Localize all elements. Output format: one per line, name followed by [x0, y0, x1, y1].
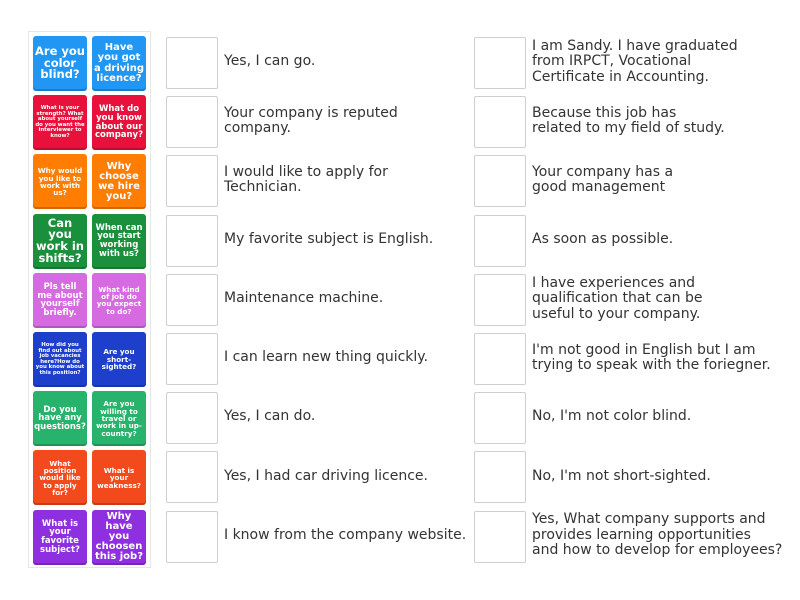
question-tile[interactable]: Have you got a driving licence? — [92, 36, 146, 91]
left-drop-slot[interactable] — [166, 96, 218, 148]
right-drop-slot[interactable] — [474, 451, 526, 503]
question-tile[interactable]: When can you start working with us? — [92, 214, 146, 269]
right-drop-slot[interactable] — [474, 392, 526, 444]
left-answer-text: I know from the company website. — [224, 526, 467, 543]
question-tile[interactable]: Do you have any questions? — [33, 391, 87, 446]
question-tile[interactable]: What kind of job do you expect to do? — [92, 273, 146, 328]
left-drop-slot[interactable] — [166, 155, 218, 207]
question-tile[interactable]: Why would you like to work with us? — [33, 154, 87, 209]
left-drop-slot[interactable] — [166, 215, 218, 267]
left-drop-slot[interactable] — [166, 274, 218, 326]
question-tile[interactable]: What is your favorite subject? — [33, 510, 87, 565]
left-answer-text: Yes, I can do. — [224, 408, 316, 425]
question-tile[interactable]: What is your strength? What about yourself do you want the interviewer to know? — [33, 95, 87, 150]
right-answer-text: Because this job has related to my field of study. — [532, 104, 725, 137]
right-drop-slot[interactable] — [474, 96, 526, 148]
question-tile[interactable]: Why choose we hire you? — [92, 154, 146, 209]
right-answer-text: I'm not good in English but I am trying to speak with the foriegner. — [532, 341, 771, 373]
right-answer-text: Yes, What company supports and provides learning opportunities and how to develop for employees? — [532, 511, 783, 559]
right-answer-text: Your company has a good management — [532, 163, 674, 196]
question-tile[interactable]: How did you find out about job vacancies here?How do you know about this position? — [33, 332, 87, 387]
left-answer-text: Yes, I can go. — [224, 53, 316, 70]
left-drop-slot[interactable] — [166, 392, 218, 444]
question-tile[interactable]: Are you willing to travel or work in up-country? — [92, 391, 146, 446]
right-drop-slot[interactable] — [474, 274, 526, 326]
question-tile[interactable]: Can you work in shifts? — [33, 214, 87, 269]
question-tile[interactable]: Are you color blind? — [33, 36, 87, 91]
left-drop-slot[interactable] — [166, 511, 218, 563]
right-answer-text: No, I'm not color blind. — [532, 408, 692, 425]
question-tile[interactable]: Why have you choosen this job? — [92, 510, 146, 565]
question-tile[interactable]: What position would like to apply for? — [33, 450, 87, 505]
left-answer-text: Yes, I had car driving licence. — [224, 467, 428, 484]
left-drop-slot[interactable] — [166, 451, 218, 503]
question-tile[interactable]: What do you know about our company? — [92, 95, 146, 150]
left-answer-text: Maintenance machine. — [224, 290, 384, 307]
right-answer-text: As soon as possible. — [532, 230, 674, 247]
right-drop-slot[interactable] — [474, 333, 526, 385]
right-answer-text: I have experiences and qualification that can be useful to your company. — [532, 274, 703, 322]
right-drop-slot[interactable] — [474, 511, 526, 563]
right-drop-slot[interactable] — [474, 155, 526, 207]
question-tile[interactable]: Pls tell me about yourself briefly. — [33, 273, 87, 328]
question-tile[interactable]: What is your weakness? — [92, 450, 146, 505]
left-answer-text: Your company is reputed company. — [224, 104, 398, 137]
left-answer-text: I would like to apply for Technician. — [224, 163, 388, 196]
right-drop-slot[interactable] — [474, 215, 526, 267]
right-answer-text: No, I'm not short-sighted. — [532, 467, 711, 484]
right-drop-slot[interactable] — [474, 37, 526, 89]
question-tile[interactable]: Are you short-sighted? — [92, 332, 146, 387]
left-drop-slot[interactable] — [166, 333, 218, 385]
right-answer-text: I am Sandy. I have graduated from IRPCT, Vocational Certificate in Accounting. — [532, 37, 738, 85]
left-answer-text: My favorite subject is English. — [224, 230, 434, 247]
left-answer-text: I can learn new thing quickly. — [224, 349, 429, 366]
left-drop-slot[interactable] — [166, 37, 218, 89]
